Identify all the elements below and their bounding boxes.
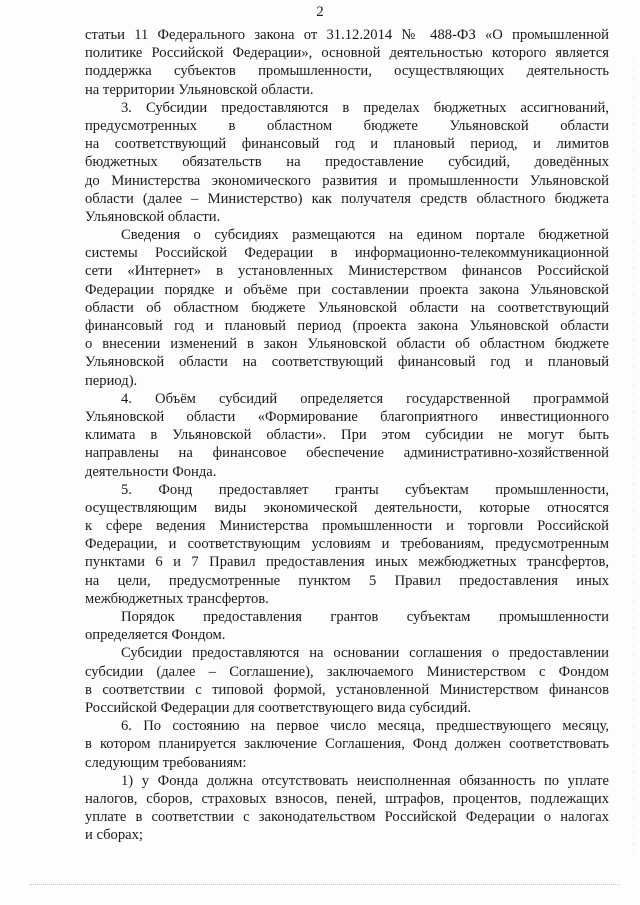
text-line: предусмотренных в областном бюджете Ульяновской области bbox=[85, 117, 609, 134]
text-line: следующим требованиям: bbox=[85, 754, 247, 771]
text-line: Субсидии предоставляются на основании соглашения о предоставлении bbox=[121, 645, 609, 662]
text-line: Федерации порядке и объёме при составлении проекта закона Ульяновской bbox=[85, 281, 609, 298]
paragraph bbox=[85, 99, 609, 226]
text-line: политике Российской Федерации», основной деятельностью которого является bbox=[85, 45, 609, 62]
text-line: сети «Интернет» в установленных Министерством финансов Российской bbox=[85, 263, 609, 280]
text-line: определяется Фондом. bbox=[85, 627, 226, 644]
text-line: области (далее – Министерство) как получателя средств областного бюджета bbox=[85, 190, 609, 207]
text-line: в котором планируется заключение Соглашения, Фонд должен соответствовать bbox=[85, 736, 609, 753]
text-line: бюджетных обязательств на предоставление субсидий, доведённых bbox=[85, 154, 609, 171]
text-line: 4. Объём субсидий определяется государственной программой bbox=[121, 390, 609, 407]
text-line: Федерации, и соответствующим условиям и требованиям, предусмотренным bbox=[85, 536, 609, 553]
text-line: 1) у Фонда должна отсутствовать неисполненная обязанность по уплате bbox=[121, 772, 609, 789]
text-line: климата в Ульяновской области». При этом субсидии не могут быть bbox=[85, 427, 609, 444]
text-line: субсидии (далее – Соглашение), заключаемого Министерством с Фондом bbox=[85, 663, 609, 680]
text-line: статьи 11 Федерального закона от 31.12.2014 № 488-ФЗ «О промышленной bbox=[85, 27, 609, 43]
paragraph bbox=[85, 26, 609, 99]
paragraph bbox=[85, 481, 609, 608]
text-line: межбюджетных трансфертов. bbox=[85, 590, 269, 607]
text-line: и сборах; bbox=[85, 827, 143, 844]
scan-footer-artifact bbox=[30, 884, 620, 888]
text-line: налогов, сборов, страховых взносов, пеней, штрафов, процентов, подлежащих bbox=[85, 790, 609, 807]
text-line: на цели, предусмотренные пунктом 5 Правил предоставления иных bbox=[85, 572, 609, 589]
paragraph bbox=[85, 717, 609, 772]
text-line: пунктами 6 и 7 Правил предоставления иных межбюджетных трансфертов, bbox=[85, 554, 609, 571]
text-line: уплате в соответствии с законодательством Российской Федерации о налогах bbox=[85, 809, 609, 826]
text-line: в соответствии с типовой формой, установленной Министерством финансов bbox=[85, 681, 609, 698]
text-line: Сведения о субсидиях размещаются на едином портале бюджетной bbox=[121, 227, 609, 244]
text-line: 6. По состоянию на первое число месяца, предшествующего месяцу, bbox=[121, 718, 609, 735]
scan-edge-artifact bbox=[633, 60, 634, 860]
text-line: финансовый год и плановый период (проекта закона Ульяновской области bbox=[85, 318, 609, 334]
text-line: на территории Ульяновской области. bbox=[85, 81, 314, 98]
text-line: области об областном бюджете Ульяновской области на соответствующий bbox=[85, 299, 609, 316]
text-line: 3. Субсидии предоставляются в пределах бюджетных ассигнований, bbox=[121, 99, 609, 116]
paragraph bbox=[85, 226, 609, 390]
text-line: осуществляющим виды экономической деятельности, которые относятся bbox=[85, 499, 609, 516]
paragraph bbox=[85, 608, 609, 644]
text-line: 5. Фонд предоставляет гранты субъектам промышленности, bbox=[121, 481, 609, 498]
text-line: поддержка субъектов промышленности, осуществляющих деятельность bbox=[85, 63, 609, 80]
text-line: о внесении изменений в закон Ульяновской области об областном бюджете bbox=[85, 336, 609, 353]
text-line: до Министерства экономического развития и промышленности Ульяновской bbox=[85, 172, 609, 189]
document-body bbox=[85, 26, 609, 844]
paragraph bbox=[85, 390, 609, 481]
text-line: Ульяновской области «Формирование благоприятного инвестиционного bbox=[85, 408, 609, 425]
text-line: Российской Федерации для соответствующего вида субсидий. bbox=[85, 699, 472, 716]
text-line: к сфере ведения Министерства промышленности и торговли Российской bbox=[85, 518, 609, 535]
text-line: системы Российской Федерации в информационно-телекоммуникационной bbox=[85, 245, 609, 262]
page-number: 2 bbox=[316, 4, 324, 20]
text-line: Порядок предоставления грантов субъектам промышленности bbox=[121, 609, 609, 625]
text-line: на соответствующий финансовый год и плановый период, и лимитов bbox=[85, 136, 609, 153]
text-line: Ульяновской области на соответствующий финансовый год и плановый bbox=[85, 354, 609, 371]
text-line: деятельности Фонда. bbox=[85, 463, 217, 480]
text-line: направлены на финансовое обеспечение административно-хозяйственной bbox=[85, 445, 609, 462]
paragraph bbox=[85, 644, 609, 717]
text-line: период). bbox=[85, 372, 138, 389]
paragraph bbox=[85, 772, 609, 845]
text-line: Ульяновской области. bbox=[85, 208, 221, 225]
